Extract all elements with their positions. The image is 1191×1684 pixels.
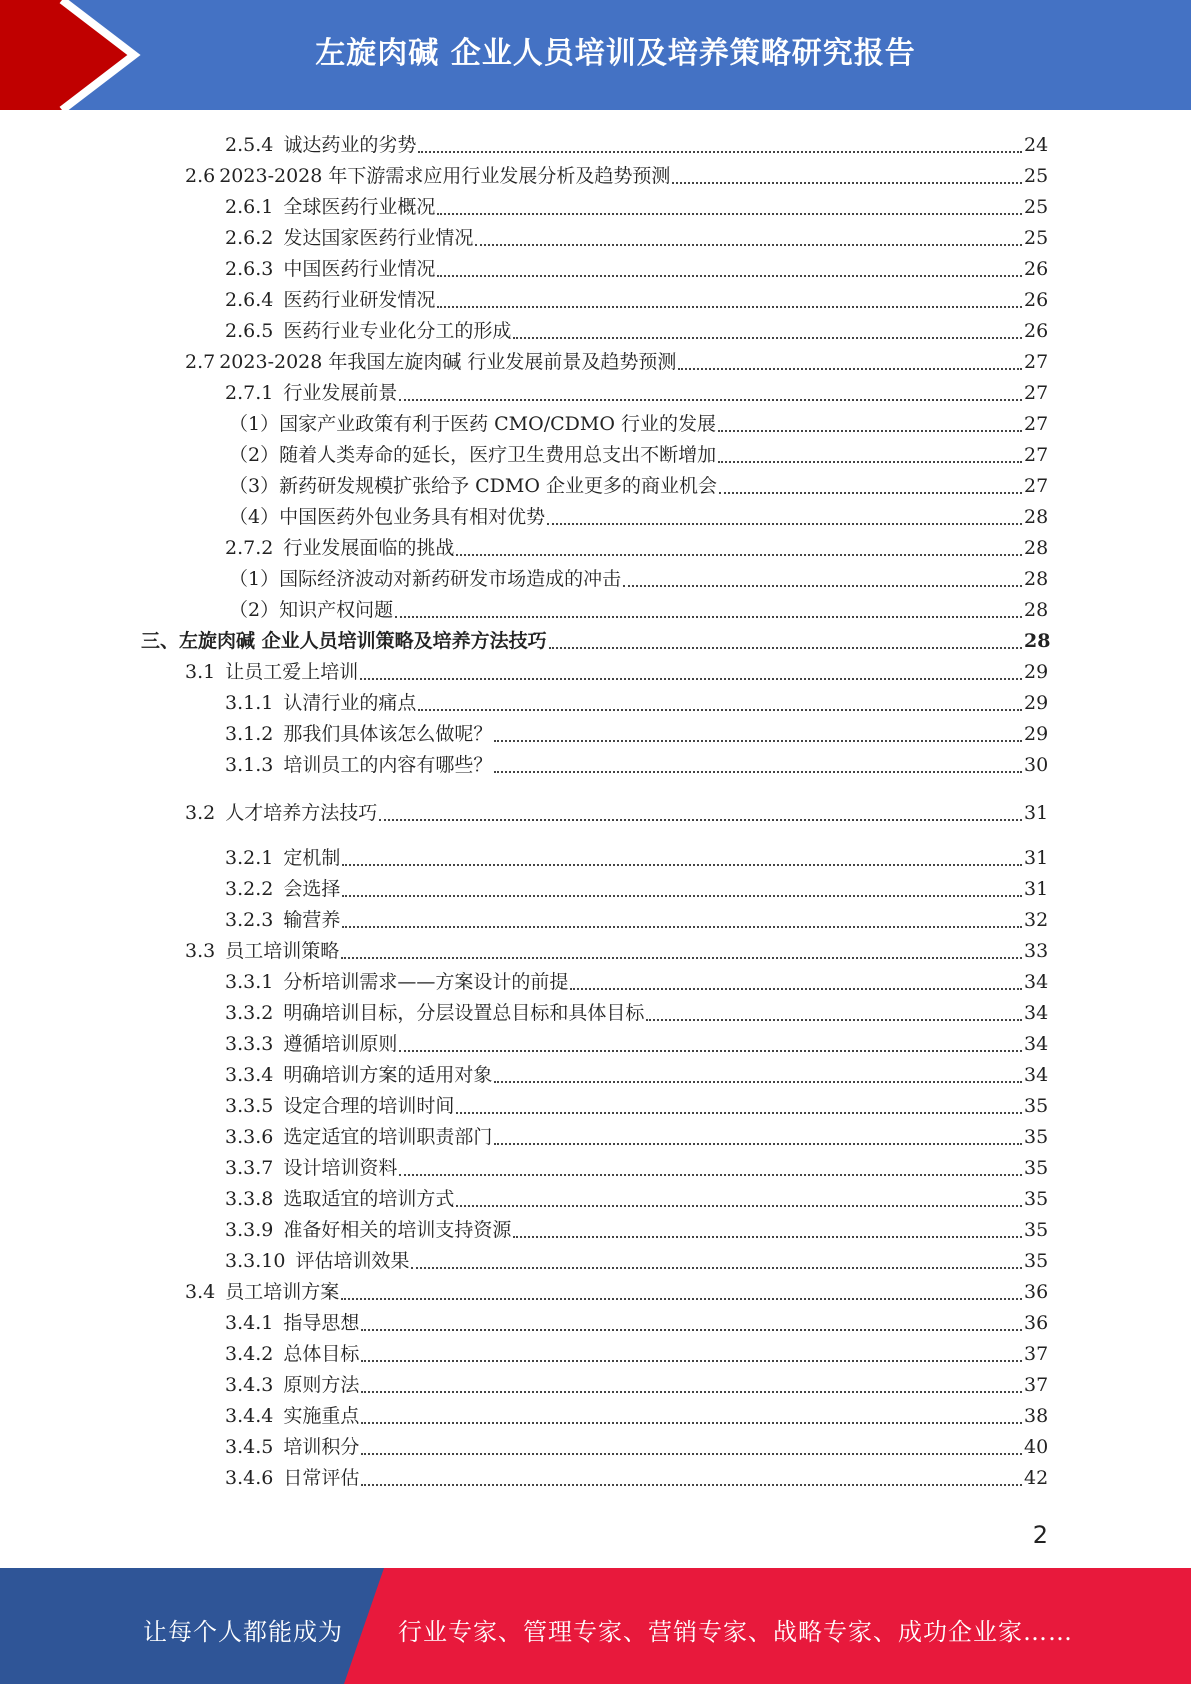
toc-leader-dots (395, 612, 1022, 618)
toc-entry-page: 31 (1024, 802, 1049, 824)
toc-leader-dots (549, 643, 1022, 649)
toc-entry-number: 3.1 (185, 661, 216, 683)
toc-entry-label (229, 443, 716, 467)
toc-entry-page: 32 (1024, 909, 1049, 931)
toc-entry-title: 2023-2028 年下游需求应用行业发展分析及趋势预测 (219, 165, 671, 187)
toc-entry[interactable] (225, 315, 1048, 343)
toc-entry-page: 25 (1024, 165, 1049, 187)
toc-entry-label (225, 970, 568, 994)
toc-leader-dots (341, 953, 1022, 959)
toc-leader-dots (361, 1418, 1022, 1424)
toc-leader-dots (437, 209, 1022, 215)
toc-entry[interactable] (225, 1183, 1048, 1211)
toc-entry-number: 3.4.2 (225, 1343, 274, 1365)
toc-entry-title: 人才培养方法技巧 (225, 802, 378, 824)
toc-entry-label (229, 567, 621, 591)
toc-entry-number: 3.3 (185, 940, 216, 962)
toc-entry-label (225, 1435, 359, 1459)
toc-leader-dots (342, 922, 1022, 928)
page-header (0, 0, 1191, 110)
toc-entry-page: 29 (1024, 692, 1049, 714)
toc-entry[interactable] (229, 563, 1048, 591)
toc-entry-label (185, 350, 676, 374)
toc-entry-page: 35 (1024, 1219, 1049, 1241)
toc-entry-number: 3.3.8 (225, 1188, 274, 1210)
toc-entry-page: 34 (1024, 1033, 1049, 1055)
toc-entry[interactable] (225, 1214, 1048, 1242)
toc-entry-page: 35 (1024, 1188, 1049, 1210)
toc-leader-dots (718, 457, 1022, 463)
toc-entry[interactable] (225, 842, 1048, 870)
toc-leader-dots (494, 1077, 1022, 1083)
toc-entry-title: 员工培训方案 (225, 1281, 340, 1303)
toc-entry-label (225, 908, 340, 932)
toc-entry-label (225, 1249, 409, 1273)
toc-leader-dots (399, 395, 1022, 401)
toc-leader-dots (399, 1170, 1022, 1176)
toc-entry-title: 分析培训需求——方案设计的前提 (283, 971, 569, 993)
toc-entry-title: 国家产业政策有利于医药 CMO/CDMO 行业的发展 (279, 413, 716, 435)
toc-entry-label (185, 164, 670, 188)
toc-entry-number: 3.2.1 (225, 847, 274, 869)
toc-leader-dots (494, 767, 1022, 773)
toc-entry[interactable] (185, 160, 1048, 188)
toc-entry-number: 3.3.2 (225, 1002, 274, 1024)
toc-entry-page: 35 (1024, 1095, 1049, 1117)
toc-entry[interactable] (229, 470, 1048, 498)
toc-entry-page: 34 (1024, 1002, 1049, 1024)
toc-entry[interactable] (225, 1090, 1048, 1118)
toc-entry-number: 3.1.3 (225, 754, 274, 776)
toc-entry[interactable] (225, 191, 1048, 219)
toc-entry[interactable] (225, 718, 1048, 746)
toc-entry[interactable] (225, 532, 1048, 560)
toc-entry-page: 38 (1024, 1405, 1049, 1427)
toc-entry-label (225, 753, 492, 777)
toc-entry-label (225, 133, 416, 157)
toc-entry[interactable] (225, 129, 1048, 157)
toc-leader-dots (418, 147, 1022, 153)
toc-entry-page: 28 (1024, 506, 1049, 528)
toc-leader-dots (361, 1480, 1022, 1486)
toc-entry[interactable] (225, 1028, 1048, 1056)
toc-entry-number: 3.1.1 (225, 692, 274, 714)
toc-entry-title: 中国医药外包业务具有相对优势 (279, 506, 546, 528)
toc-entry-label (225, 722, 492, 746)
toc-entry-title: 指导思想 (283, 1312, 360, 1334)
toc-entry-title: 发达国家医药行业情况 (283, 227, 474, 249)
toc-entry-title: 实施重点 (283, 1405, 360, 1427)
toc-entry-title: 准备好相关的培训支持资源 (283, 1219, 512, 1241)
toc-entry[interactable] (225, 687, 1048, 715)
toc-entry-number: 3.4.4 (225, 1405, 274, 1427)
toc-entry-number: 3.4.5 (225, 1436, 274, 1458)
toc-leader-dots (399, 1046, 1022, 1052)
toc-entry-title: 明确培训目标，分层设置总目标和具体目标 (283, 1002, 645, 1024)
page-footer (0, 1568, 1191, 1684)
toc-entry-page: 27 (1024, 351, 1049, 373)
toc-entry[interactable] (185, 656, 1048, 684)
toc-entry-title: 会选择 (283, 878, 341, 900)
toc-entry-title: 新药研发规模扩张给予 CDMO 企业更多的商业机会 (279, 475, 717, 497)
toc-leader-dots (570, 984, 1022, 990)
toc-leader-dots (437, 302, 1022, 308)
toc-entry-page: 35 (1024, 1157, 1049, 1179)
toc-entry[interactable] (185, 346, 1048, 374)
toc-entry-number: 2.7 (185, 351, 216, 373)
toc-entry-label (185, 801, 377, 825)
toc-entry[interactable] (225, 997, 1048, 1025)
toc-entry-label (225, 1373, 359, 1397)
toc-entry[interactable] (225, 222, 1048, 250)
toc-entry-number: （4） (229, 506, 280, 528)
toc-entry-label (229, 412, 716, 436)
footer-slogan-left: 让每个人都能成为 (143, 1618, 343, 1646)
toc-entry-title: 培训积分 (283, 1436, 360, 1458)
toc-entry-number: 2.6 (185, 165, 216, 187)
toc-leader-dots (718, 426, 1022, 432)
toc-entry-page: 27 (1024, 444, 1049, 466)
toc-leader-dots (646, 1015, 1022, 1021)
toc-leader-dots (719, 488, 1022, 494)
toc-leader-dots (379, 815, 1022, 821)
toc-leader-dots (456, 1108, 1022, 1114)
toc-entry-label (225, 536, 454, 560)
toc-entry[interactable] (185, 935, 1048, 963)
toc-entry-title: 2023-2028 年我国左旋肉碱 行业发展前景及趋势预测 (219, 351, 677, 373)
toc-leader-dots (437, 271, 1022, 277)
toc-entry-page: 31 (1024, 847, 1049, 869)
toc-entry-title: 国际经济波动对新药研发市场造成的冲击 (279, 568, 622, 590)
toc-entry-number: 2.7.2 (225, 537, 274, 559)
toc-entry-number: 3.4.6 (225, 1467, 274, 1489)
toc-entry-page: 37 (1024, 1343, 1049, 1365)
toc-entry-number: 2.6.5 (225, 320, 274, 342)
toc-entry-label (225, 1466, 359, 1490)
toc-entry-page: 28 (1024, 630, 1051, 652)
toc-entry-title: 行业发展前景 (283, 382, 398, 404)
toc-entry-page: 28 (1024, 537, 1049, 559)
toc-entry[interactable] (225, 749, 1048, 777)
toc-entry-label (229, 505, 545, 529)
toc-entry[interactable] (185, 1276, 1048, 1304)
toc-leader-dots (678, 364, 1022, 370)
toc-entry-title: 诚达药业的劣势 (283, 134, 417, 156)
toc-leader-dots (494, 736, 1022, 742)
toc-entry[interactable] (225, 1059, 1048, 1087)
toc-entry-title: 培训员工的内容有哪些？ (283, 754, 493, 776)
toc-entry-title: 全球医药行业概况 (283, 196, 436, 218)
toc-entry-page: 25 (1024, 196, 1049, 218)
toc-entry[interactable] (225, 1245, 1048, 1273)
toc-entry-number: 3.1.2 (225, 723, 274, 745)
toc-entry-page: 26 (1024, 289, 1049, 311)
toc-entry[interactable] (225, 1338, 1048, 1366)
toc-leader-dots (361, 1449, 1022, 1455)
toc-entry-label (225, 1094, 454, 1118)
toc-entry-number: 3.2.2 (225, 878, 274, 900)
toc-entry-label (225, 319, 511, 343)
toc-leader-dots (360, 674, 1022, 680)
toc-entry-number: 2.6.1 (225, 196, 274, 218)
toc-entry-number: （1） (229, 568, 280, 590)
toc-entry[interactable] (225, 1121, 1048, 1149)
toc-entry-label (225, 1125, 492, 1149)
toc-entry-title: 随着人类寿命的延长，医疗卫生费用总支出不断增加 (279, 444, 717, 466)
toc-entry-label (185, 1280, 339, 1304)
toc-entry-page: 40 (1024, 1436, 1049, 1458)
toc-leader-dots (623, 581, 1022, 587)
toc-entry-page: 36 (1024, 1281, 1049, 1303)
toc-entry-label (225, 877, 340, 901)
toc-entry[interactable] (229, 408, 1048, 436)
toc-entry-number: 3.4.3 (225, 1374, 274, 1396)
page-number: 2 (1032, 1521, 1048, 1549)
footer-slogan-right: 行业专家、管理专家、营销专家、战略专家、成功企业家…… (398, 1618, 1073, 1646)
toc-entry-number: 3.3.6 (225, 1126, 274, 1148)
toc-leader-dots (411, 1263, 1022, 1269)
toc-entry-label (225, 226, 473, 250)
toc-leader-dots (342, 860, 1022, 866)
toc-entry-label (225, 195, 435, 219)
toc-entry-title: 评估培训效果 (295, 1250, 410, 1272)
toc-entry-page: 28 (1024, 568, 1049, 590)
toc-entry-page: 27 (1024, 413, 1049, 435)
toc-leader-dots (547, 519, 1022, 525)
toc-entry-page: 31 (1024, 878, 1049, 900)
toc-entry-number: 3.2 (185, 802, 216, 824)
toc-entry-label (141, 629, 547, 653)
toc-entry-page: 35 (1024, 1250, 1049, 1272)
toc-entry-label (225, 257, 435, 281)
toc-entry[interactable] (229, 594, 1048, 622)
toc-entry-title: 行业发展面临的挑战 (283, 537, 455, 559)
toc-entry-number: 3.4.1 (225, 1312, 274, 1334)
toc-entry-page: 27 (1024, 475, 1049, 497)
toc-leader-dots (513, 333, 1022, 339)
toc-entry-title: 总体目标 (283, 1343, 360, 1365)
toc-entry-label (225, 846, 340, 870)
toc-entry-page: 29 (1024, 661, 1049, 683)
toc-entry-label (225, 1342, 359, 1366)
toc-entry-number: 3.3.4 (225, 1064, 274, 1086)
toc-entry-number: 3.3.7 (225, 1157, 274, 1179)
toc-leader-dots (494, 1139, 1022, 1145)
toc-leader-dots (418, 705, 1022, 711)
toc-entry-page: 37 (1024, 1374, 1049, 1396)
toc-entry-label (229, 598, 393, 622)
toc-entry-title: 左旋肉碱 企业人员培训策略及培养方法技巧 (179, 630, 547, 652)
toc-entry-page: 35 (1024, 1126, 1049, 1148)
toc-leader-dots (456, 550, 1022, 556)
toc-entry-label (225, 288, 435, 312)
toc-entry-page: 33 (1024, 940, 1049, 962)
toc-entry-page: 36 (1024, 1312, 1049, 1334)
toc-entry[interactable] (225, 1152, 1048, 1180)
toc-entry-label (225, 1218, 511, 1242)
toc-entry-title: 那我们具体该怎么做呢？ (283, 723, 493, 745)
toc-entry-number: 3.3.5 (225, 1095, 274, 1117)
toc-entry-title: 选取适宜的培训方式 (283, 1188, 455, 1210)
toc-entry-page: 24 (1024, 134, 1049, 156)
toc-entry-title: 原则方法 (283, 1374, 360, 1396)
toc-entry-page: 30 (1024, 754, 1049, 776)
toc-entry-title: 日常评估 (283, 1467, 360, 1489)
toc-leader-dots (513, 1232, 1022, 1238)
toc-entry[interactable] (185, 797, 1048, 825)
toc-entry[interactable] (225, 1462, 1048, 1490)
toc-entry-number: （2） (229, 599, 280, 621)
toc-entry-title: 明确培训方案的适用对象 (283, 1064, 493, 1086)
toc-leader-dots (361, 1387, 1022, 1393)
toc-entry-number: 3.3.10 (225, 1250, 286, 1272)
toc-entry-number: 三、 (141, 630, 180, 652)
toc-entry[interactable] (225, 966, 1048, 994)
toc-entry[interactable] (225, 904, 1048, 932)
toc-leader-dots (672, 178, 1022, 184)
toc-entry[interactable] (229, 439, 1048, 467)
toc-entry-number: （3） (229, 475, 280, 497)
toc-entry-page: 34 (1024, 1064, 1049, 1086)
toc-entry[interactable] (229, 501, 1048, 529)
toc-entry[interactable] (225, 1307, 1048, 1335)
toc-leader-dots (361, 1325, 1022, 1331)
toc-entry[interactable] (225, 377, 1048, 405)
toc-entry-number: 3.3.1 (225, 971, 274, 993)
toc-leader-dots (456, 1201, 1022, 1207)
toc-entry-number: 2.6.3 (225, 258, 274, 280)
toc-entry-page: 26 (1024, 258, 1049, 280)
toc-entry-number: 3.2.3 (225, 909, 274, 931)
toc-entry-label (225, 1404, 359, 1428)
toc-entry[interactable] (225, 873, 1048, 901)
toc-entry-title: 遵循培训原则 (283, 1033, 398, 1055)
toc-entry-label (185, 660, 358, 684)
toc-entry-number: 3.3.3 (225, 1033, 274, 1055)
toc-entry-label (225, 1001, 644, 1025)
toc-entry[interactable] (225, 253, 1048, 281)
toc-entry-title: 员工培训策略 (225, 940, 340, 962)
toc-entry[interactable] (225, 1369, 1048, 1397)
toc-entry-title: 设计培训资料 (283, 1157, 398, 1179)
toc-entry-number: 2.7.1 (225, 382, 274, 404)
toc-entry-title: 医药行业研发情况 (283, 289, 436, 311)
toc-entry-page: 25 (1024, 227, 1049, 249)
toc-leader-dots (342, 891, 1022, 897)
toc-entry-title: 认清行业的痛点 (283, 692, 417, 714)
toc-entry-label (225, 1156, 397, 1180)
toc-entry-title: 定机制 (283, 847, 341, 869)
toc-entry-number: （2） (229, 444, 280, 466)
toc-entry-number: 3.4 (185, 1281, 216, 1303)
toc-entry-page: 42 (1024, 1467, 1049, 1489)
toc-entry-label (225, 1032, 397, 1056)
toc-entry-title: 输营养 (283, 909, 341, 931)
toc-entry-number: 2.6.4 (225, 289, 274, 311)
toc-entry-title: 让员工爱上培训 (225, 661, 359, 683)
toc-entry-label (225, 1311, 359, 1335)
toc-entry-label (225, 1063, 492, 1087)
toc-entry-title: 选定适宜的培训职责部门 (283, 1126, 493, 1148)
toc-entry-number: 3.3.9 (225, 1219, 274, 1241)
toc-entry-page: 34 (1024, 971, 1049, 993)
toc-entry-number: （1） (229, 413, 280, 435)
toc-entry-page: 27 (1024, 382, 1049, 404)
toc-entry-page: 26 (1024, 320, 1049, 342)
toc-leader-dots (475, 240, 1022, 246)
toc-entry[interactable] (225, 284, 1048, 312)
toc-entry-page: 28 (1024, 599, 1049, 621)
toc-entry-title: 知识产权问题 (279, 599, 394, 621)
toc-leader-dots (361, 1356, 1022, 1362)
toc-entry-number: 2.6.2 (225, 227, 274, 249)
toc-entry[interactable] (225, 1400, 1048, 1428)
toc-entry[interactable] (225, 1431, 1048, 1459)
toc-entry-number: 2.5.4 (225, 134, 274, 156)
toc-entry-label (225, 1187, 454, 1211)
toc-entry-title: 医药行业专业化分工的形成 (283, 320, 512, 342)
toc-entry-title: 中国医药行业情况 (283, 258, 436, 280)
toc-entry-title: 设定合理的培训时间 (283, 1095, 455, 1117)
toc-leader-dots (341, 1294, 1022, 1300)
header-title: 左旋肉碱 企业人员培训及培养策略研究报告 (315, 36, 916, 71)
toc-entry-label (229, 474, 717, 498)
toc-entry-label (225, 691, 416, 715)
toc-entry[interactable] (141, 625, 1051, 653)
toc-entry-label (185, 939, 339, 963)
toc-entry-page: 29 (1024, 723, 1049, 745)
toc-entry-label (225, 381, 397, 405)
